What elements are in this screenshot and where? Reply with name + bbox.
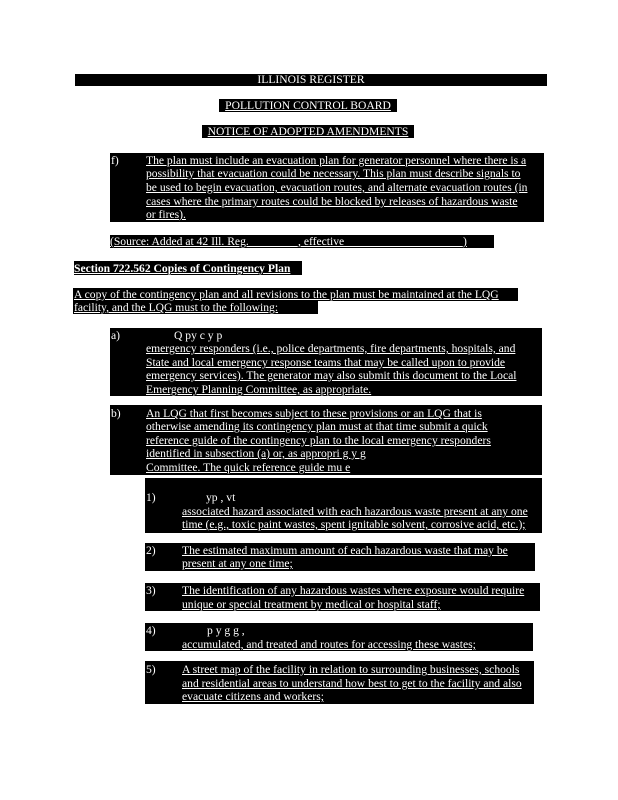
- header-notice: NOTICE OF ADOPTED AMENDMENTS: [207, 125, 409, 138]
- source-note: (Source: Added at 42 Ill. Reg. ________, effective ____________________): [110, 235, 467, 248]
- para-a-line-4: emergency services). The generator may also submit this document to the Local: [146, 369, 517, 382]
- item-4-line-1: p y g g ,: [207, 624, 245, 637]
- para-b-label: b): [111, 407, 121, 420]
- para-a-line-5: Emergency Planning Committee, as appropriate.: [146, 383, 372, 396]
- item-5-line-1: A street map of the facility in relation to surrounding businesses, schools: [182, 663, 520, 676]
- para-f-line-4: cases where the primary routes could be blocked by releases of hazardous waste: [146, 195, 518, 208]
- para-b-line-4: identified in subsection (a) or, as appropri g y g: [146, 447, 366, 460]
- para-b-line-3: reference guide of the contingency plan to the local emergency responders: [146, 434, 491, 447]
- para-f-line-2: possibility that evacuation could be necessary. This plan must describe signals to: [146, 167, 521, 180]
- item-3-line-2: unique or special treatment by medical or hospital staff;: [182, 598, 441, 611]
- item-1-line-1: yp , vt: [206, 491, 236, 504]
- item-3-label: 3): [146, 584, 156, 597]
- item-5-label: 5): [146, 663, 156, 676]
- para-a-label: a): [111, 329, 121, 342]
- para-f-line-5: or fires).: [146, 208, 186, 221]
- para-f-line-3: be used to begin evacuation, evacuation routes, and alternate evacuation routes (in: [146, 181, 528, 194]
- item-1-label: 1): [146, 491, 156, 504]
- para-a-line-3: State and local emergency response teams that may be called upon to provide: [146, 356, 506, 369]
- header-register: ILLINOIS REGISTER: [257, 73, 365, 86]
- intro-line-2: facility, and the LQG must to the following:: [74, 301, 279, 314]
- item-5-line-2: and residential areas to understand how best to get to the facility and also: [182, 677, 522, 690]
- item-4-line-2: accumulated, and treated and routes for accessing these wastes;: [182, 638, 476, 651]
- item-3-line-1: The identification of any hazardous wastes where exposure would require: [182, 584, 525, 597]
- para-a-line-2: emergency responders (i.e., police departments, fire departments, hospitals, and: [146, 342, 516, 355]
- section-title: Section 722.562 Copies of Contingency Plan: [74, 262, 291, 275]
- item-4-label: 4): [146, 624, 156, 637]
- item-1-line-2: associated hazard associated with each hazardous waste present at any one: [182, 505, 528, 518]
- para-f-line-1: The plan must include an evacuation plan for generator personnel where there is a: [146, 154, 527, 167]
- item-2-line-2: present at any one time;: [182, 557, 293, 570]
- para-f-label: f): [111, 154, 119, 167]
- intro-line-1: A copy of the contingency plan and all revisions to the plan must be maintained at the LQG: [74, 288, 499, 301]
- item-2-line-1: The estimated maximum amount of each hazardous waste that may be: [182, 544, 508, 557]
- item-1-line-3: time (e.g., toxic paint wastes, spent ignitable solvent, corrosive acid, etc.);: [182, 518, 526, 531]
- para-b-line-2: otherwise amending its contingency plan must at that time submit a quick: [146, 420, 488, 433]
- para-b-line-1: An LQG that first becomes subject to these provisions or an LQG that is: [146, 407, 482, 420]
- para-a-line-1: Q py c y p: [174, 329, 223, 342]
- header-board: POLLUTION CONTROL BOARD: [225, 99, 391, 112]
- para-b-line-5: Committee. The quick reference guide mu e: [146, 461, 351, 474]
- item-2-label: 2): [146, 544, 156, 557]
- item-5-line-3: evacuate citizens and workers;: [182, 690, 324, 703]
